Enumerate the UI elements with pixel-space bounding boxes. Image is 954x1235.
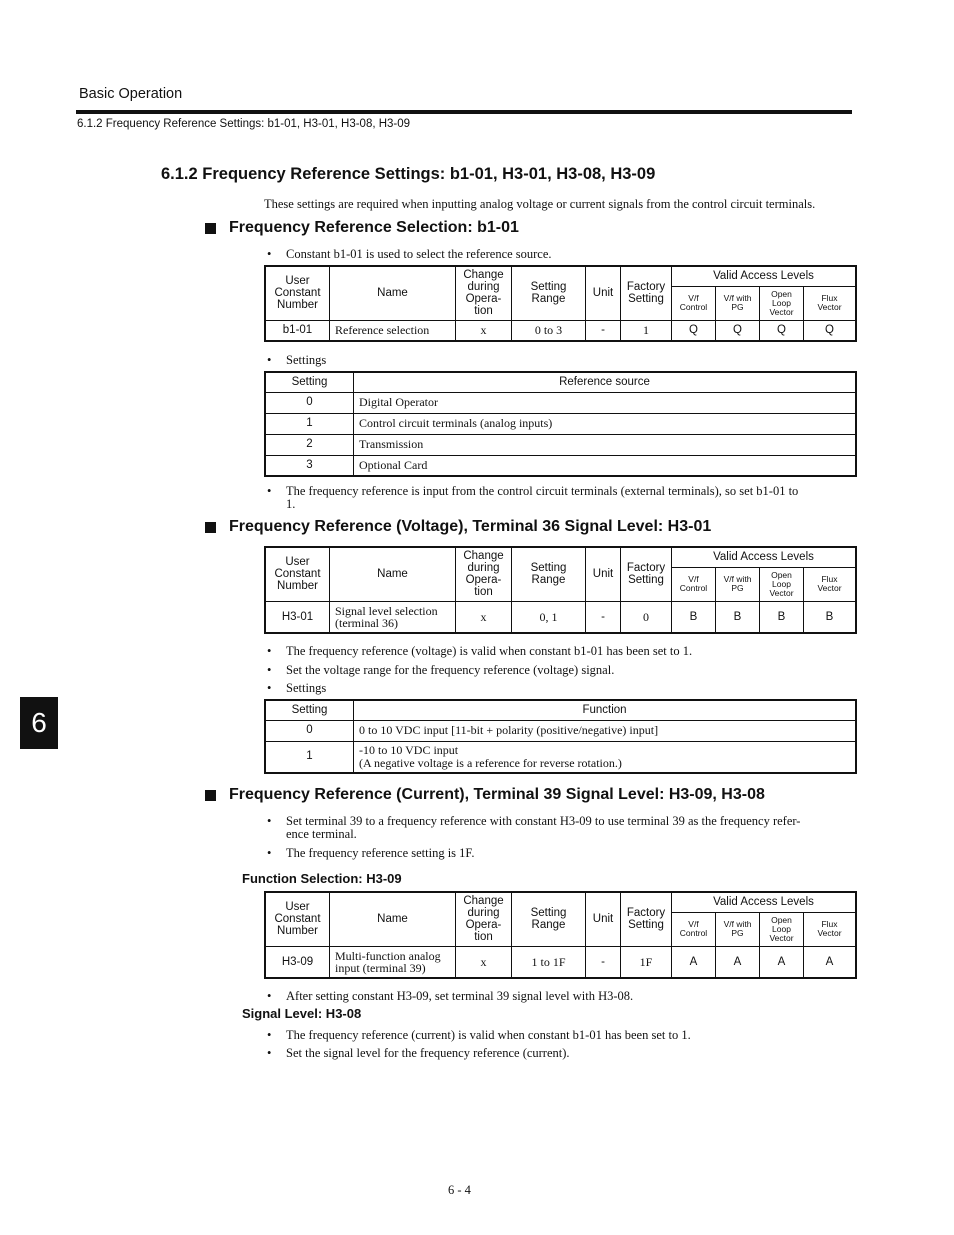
param-table-b1-01 — [264, 265, 857, 342]
table-row: 0 Digital Operator — [265, 392, 856, 413]
bullet-item: • Set the voltage range for the frequency reference (voltage) signal. — [268, 664, 858, 677]
square-bullet-icon — [205, 223, 216, 234]
col-number: User Constant Number — [265, 266, 330, 320]
table-row: b1-01 Reference selection x 0 to 3 - 1 Q Q Q Q — [265, 320, 856, 341]
col-range: Setting Range — [512, 266, 586, 320]
bullet-item: • Set terminal 39 to a frequency reference with constant H3-09 to use terminal 39 as the frequency refer- ence terminal. — [268, 815, 858, 840]
table-row: 0 0 to 10 VDC input [11-bit + polarity (positive/negative) input] — [265, 720, 856, 741]
table-row: 1 Control circuit terminals (analog inputs) — [265, 413, 856, 434]
col-vf: V/f Control — [672, 286, 716, 320]
param-table-h3-01: User Constant Number Name Change during Opera- tion Setting Range Unit Factory Setting Valid Access Levels V/f Control V/f with PG Open Loop Vector Flux Vector H3-01 Signal level selection (terminal 36) x 0, 1 - 0 B B B B — [264, 546, 857, 634]
col-change: Change during Opera- tion — [456, 266, 512, 320]
bullet-item: • The frequency reference (voltage) is valid when constant b1-01 has been set to 1. — [268, 645, 858, 658]
bullet-item: • The frequency reference setting is 1F. — [268, 847, 858, 860]
settings-table-b1-01: Setting Reference source 0 Digital Operator 1 Control circuit terminals (analog inputs) 2 Transmission 3 Optional Card — [264, 371, 857, 477]
col-access-levels: Valid Access Levels — [672, 266, 857, 286]
settings-table-h3-01: Setting Function 0 0 to 10 VDC input [11-bit + polarity (positive/negative) input] 1 -10 to 10 VDC input (A negative voltage is a reference for reverse rotation.) — [264, 699, 857, 774]
bullet-item: • The frequency reference (current) is valid when constant b1-01 has been set to 1. — [268, 1029, 858, 1042]
section-title: 6.1.2 Frequency Reference Settings: b1-01, H3-01, H3-08, H3-09 — [161, 165, 656, 183]
heading-text: Frequency Reference (Current), Terminal 39 Signal Level: H3-09, H3-08 — [229, 786, 765, 803]
table-row: H3-09 Multi-function analog input (terminal 39) x 1 to 1F - 1F A A A A — [265, 946, 856, 978]
running-subheader: 6.1.2 Frequency Reference Settings: b1-01, H3-01, H3-08, H3-09 — [77, 118, 411, 130]
heading-h3-01 — [205, 518, 711, 536]
running-header: Basic Operation — [79, 86, 183, 102]
table-row: H3-01 Signal level selection (terminal 36) x 0, 1 - 0 B B B B — [265, 601, 856, 633]
subheading-function-selection: Function Selection: H3-09 — [242, 871, 402, 886]
subheading-signal-level: Signal Level: H3-08 — [242, 1006, 362, 1021]
heading-text: Frequency Reference (Voltage), Terminal 36 Signal Level: H3-01 — [229, 518, 712, 535]
col-unit: Unit — [586, 266, 621, 320]
bullet-item: • Set the signal level for the frequency reference (current). — [268, 1047, 858, 1060]
col-factory: Factory Setting — [621, 266, 672, 320]
table-row: 2 Transmission — [265, 434, 856, 455]
bullet-item: • Settings — [268, 682, 858, 695]
col-vfpg: V/f with PG — [716, 286, 760, 320]
bullet-item: • The frequency reference is input from the control circuit terminals (external terminals), so set b1-01 to 1. — [268, 485, 858, 510]
col-flux: Flux Vector — [804, 286, 857, 320]
page-number: 6 - 4 — [448, 1183, 471, 1197]
header-rule — [76, 110, 852, 114]
chapter-tab: 6 — [20, 697, 58, 749]
intro-paragraph: These settings are required when inputting analog voltage or current signals from the control circuit terminals. — [264, 197, 816, 211]
param-table-h3-09: User Constant Number Name Change during Opera- tion Setting Range Unit Factory Setting Valid Access Levels V/f Control V/f with PG Open Loop Vector Flux Vector H3-09 Multi-function analog input (terminal 39) x 1 to 1F - 1F A A A A — [264, 891, 857, 979]
col-olv: Open Loop Vector — [760, 286, 804, 320]
table-row: 3 Optional Card — [265, 455, 856, 476]
heading-text: Frequency Reference Selection: b1-01 — [229, 219, 519, 236]
heading-h3-09 — [205, 786, 765, 804]
table-row: 1 -10 to 10 VDC input (A negative voltage is a reference for reverse rotation.) — [265, 741, 856, 773]
square-bullet-icon — [205, 522, 216, 533]
square-bullet-icon — [205, 790, 216, 801]
heading-b1-01 — [205, 219, 519, 237]
col-name: Name — [330, 266, 456, 320]
bullet-item: • Constant b1-01 is used to select the reference source. — [268, 248, 858, 261]
bullet-item: • After setting constant H3-09, set terminal 39 signal level with H3-08. — [268, 990, 858, 1003]
bullet-item: • Settings — [268, 354, 858, 367]
